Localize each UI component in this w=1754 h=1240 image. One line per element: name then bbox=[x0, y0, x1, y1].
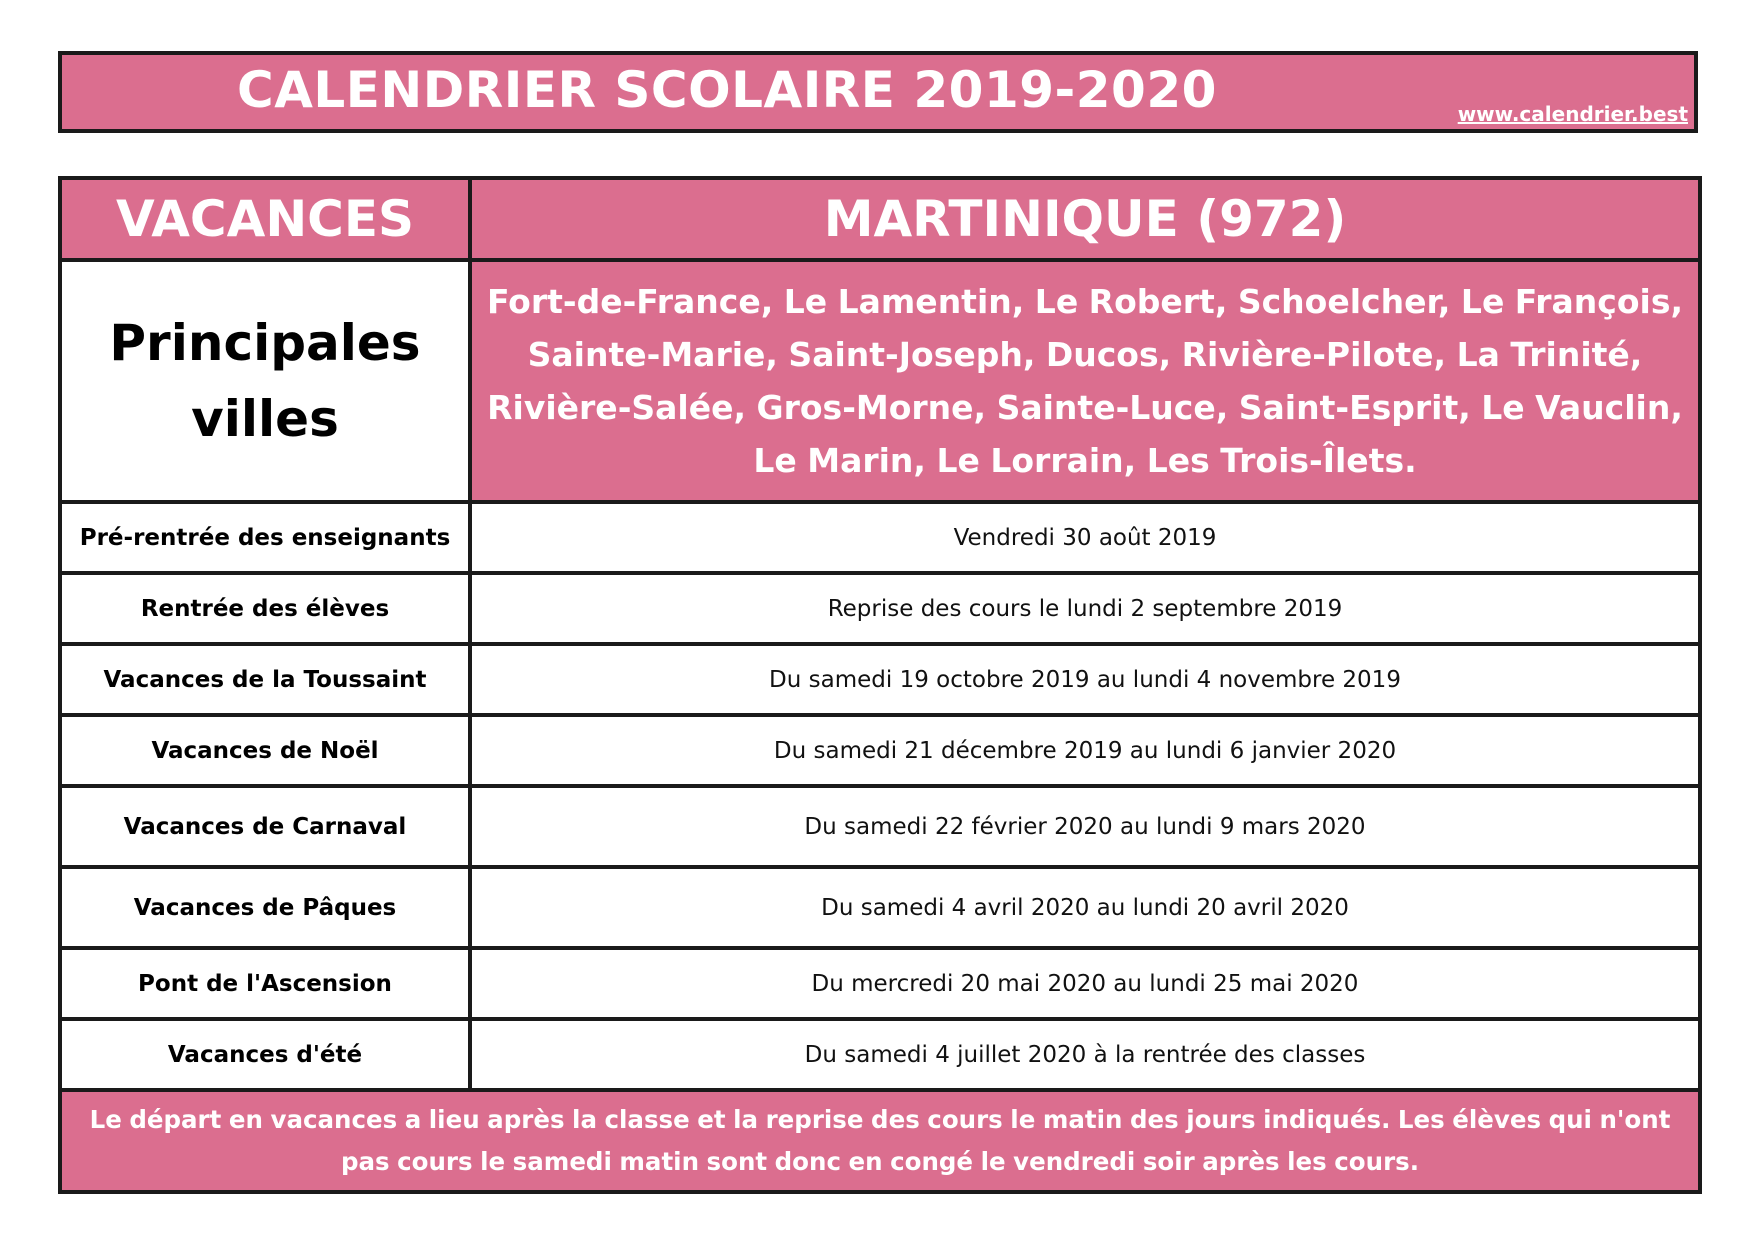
column-header-vacances: VACANCES bbox=[60, 178, 470, 260]
table-row bbox=[60, 573, 1700, 644]
row-label: Vacances d'été bbox=[60, 1019, 470, 1090]
table-header-row bbox=[60, 178, 1700, 260]
cities-list: Fort-de-France, Le Lamentin, Le Robert, Schoelcher, Le François, Sainte-Marie, Saint-Joseph, Ducos, Rivière-Pilote, La Trinité, Rivière-Salée, Gros-Morne, Sainte-Luce, Saint-Esprit, Le Vauclin, Le Marin, Le Lorrain, Les Trois-Îlets. bbox=[470, 260, 1700, 502]
row-label: Pré-rentrée des enseignants bbox=[60, 502, 470, 573]
row-label: Vacances de Carnaval bbox=[60, 786, 470, 867]
holiday-calendar-table bbox=[58, 176, 1702, 1194]
row-label: Vacances de la Toussaint bbox=[60, 644, 470, 715]
row-value: Du samedi 21 décembre 2019 au lundi 6 janvier 2020 bbox=[470, 715, 1700, 786]
footer-note: Le départ en vacances a lieu après la classe et la reprise des cours le matin des jours indiqués. Les élèves qui n'ont pas cours le samedi matin sont donc en congé le vendredi soir après les cours. bbox=[60, 1090, 1700, 1192]
table-row bbox=[60, 502, 1700, 573]
table-row bbox=[60, 867, 1700, 948]
table-row bbox=[60, 786, 1700, 867]
table-row bbox=[60, 644, 1700, 715]
row-value: Du mercredi 20 mai 2020 au lundi 25 mai 2020 bbox=[470, 948, 1700, 1019]
row-label: Vacances de Noël bbox=[60, 715, 470, 786]
row-label: Rentrée des élèves bbox=[60, 573, 470, 644]
row-label: Pont de l'Ascension bbox=[60, 948, 470, 1019]
title-bar bbox=[58, 51, 1698, 133]
row-value: Du samedi 22 février 2020 au lundi 9 mars 2020 bbox=[470, 786, 1700, 867]
cities-row bbox=[60, 260, 1700, 502]
table-row bbox=[60, 715, 1700, 786]
table-row bbox=[60, 1019, 1700, 1090]
row-value: Vendredi 30 août 2019 bbox=[470, 502, 1700, 573]
cities-label: Principales villes bbox=[60, 260, 470, 502]
footer-row bbox=[60, 1090, 1700, 1192]
website-link[interactable]: www.calendrier.best bbox=[1457, 102, 1688, 126]
row-value: Du samedi 4 avril 2020 au lundi 20 avril 2020 bbox=[470, 867, 1700, 948]
row-value: Du samedi 19 octobre 2019 au lundi 4 novembre 2019 bbox=[470, 644, 1700, 715]
page-title: CALENDRIER SCOLAIRE 2019-2020 bbox=[237, 61, 1217, 119]
column-header-region: MARTINIQUE (972) bbox=[470, 178, 1700, 260]
row-value: Du samedi 4 juillet 2020 à la rentrée des classes bbox=[470, 1019, 1700, 1090]
table-row bbox=[60, 948, 1700, 1019]
row-label: Vacances de Pâques bbox=[60, 867, 470, 948]
row-value: Reprise des cours le lundi 2 septembre 2019 bbox=[470, 573, 1700, 644]
